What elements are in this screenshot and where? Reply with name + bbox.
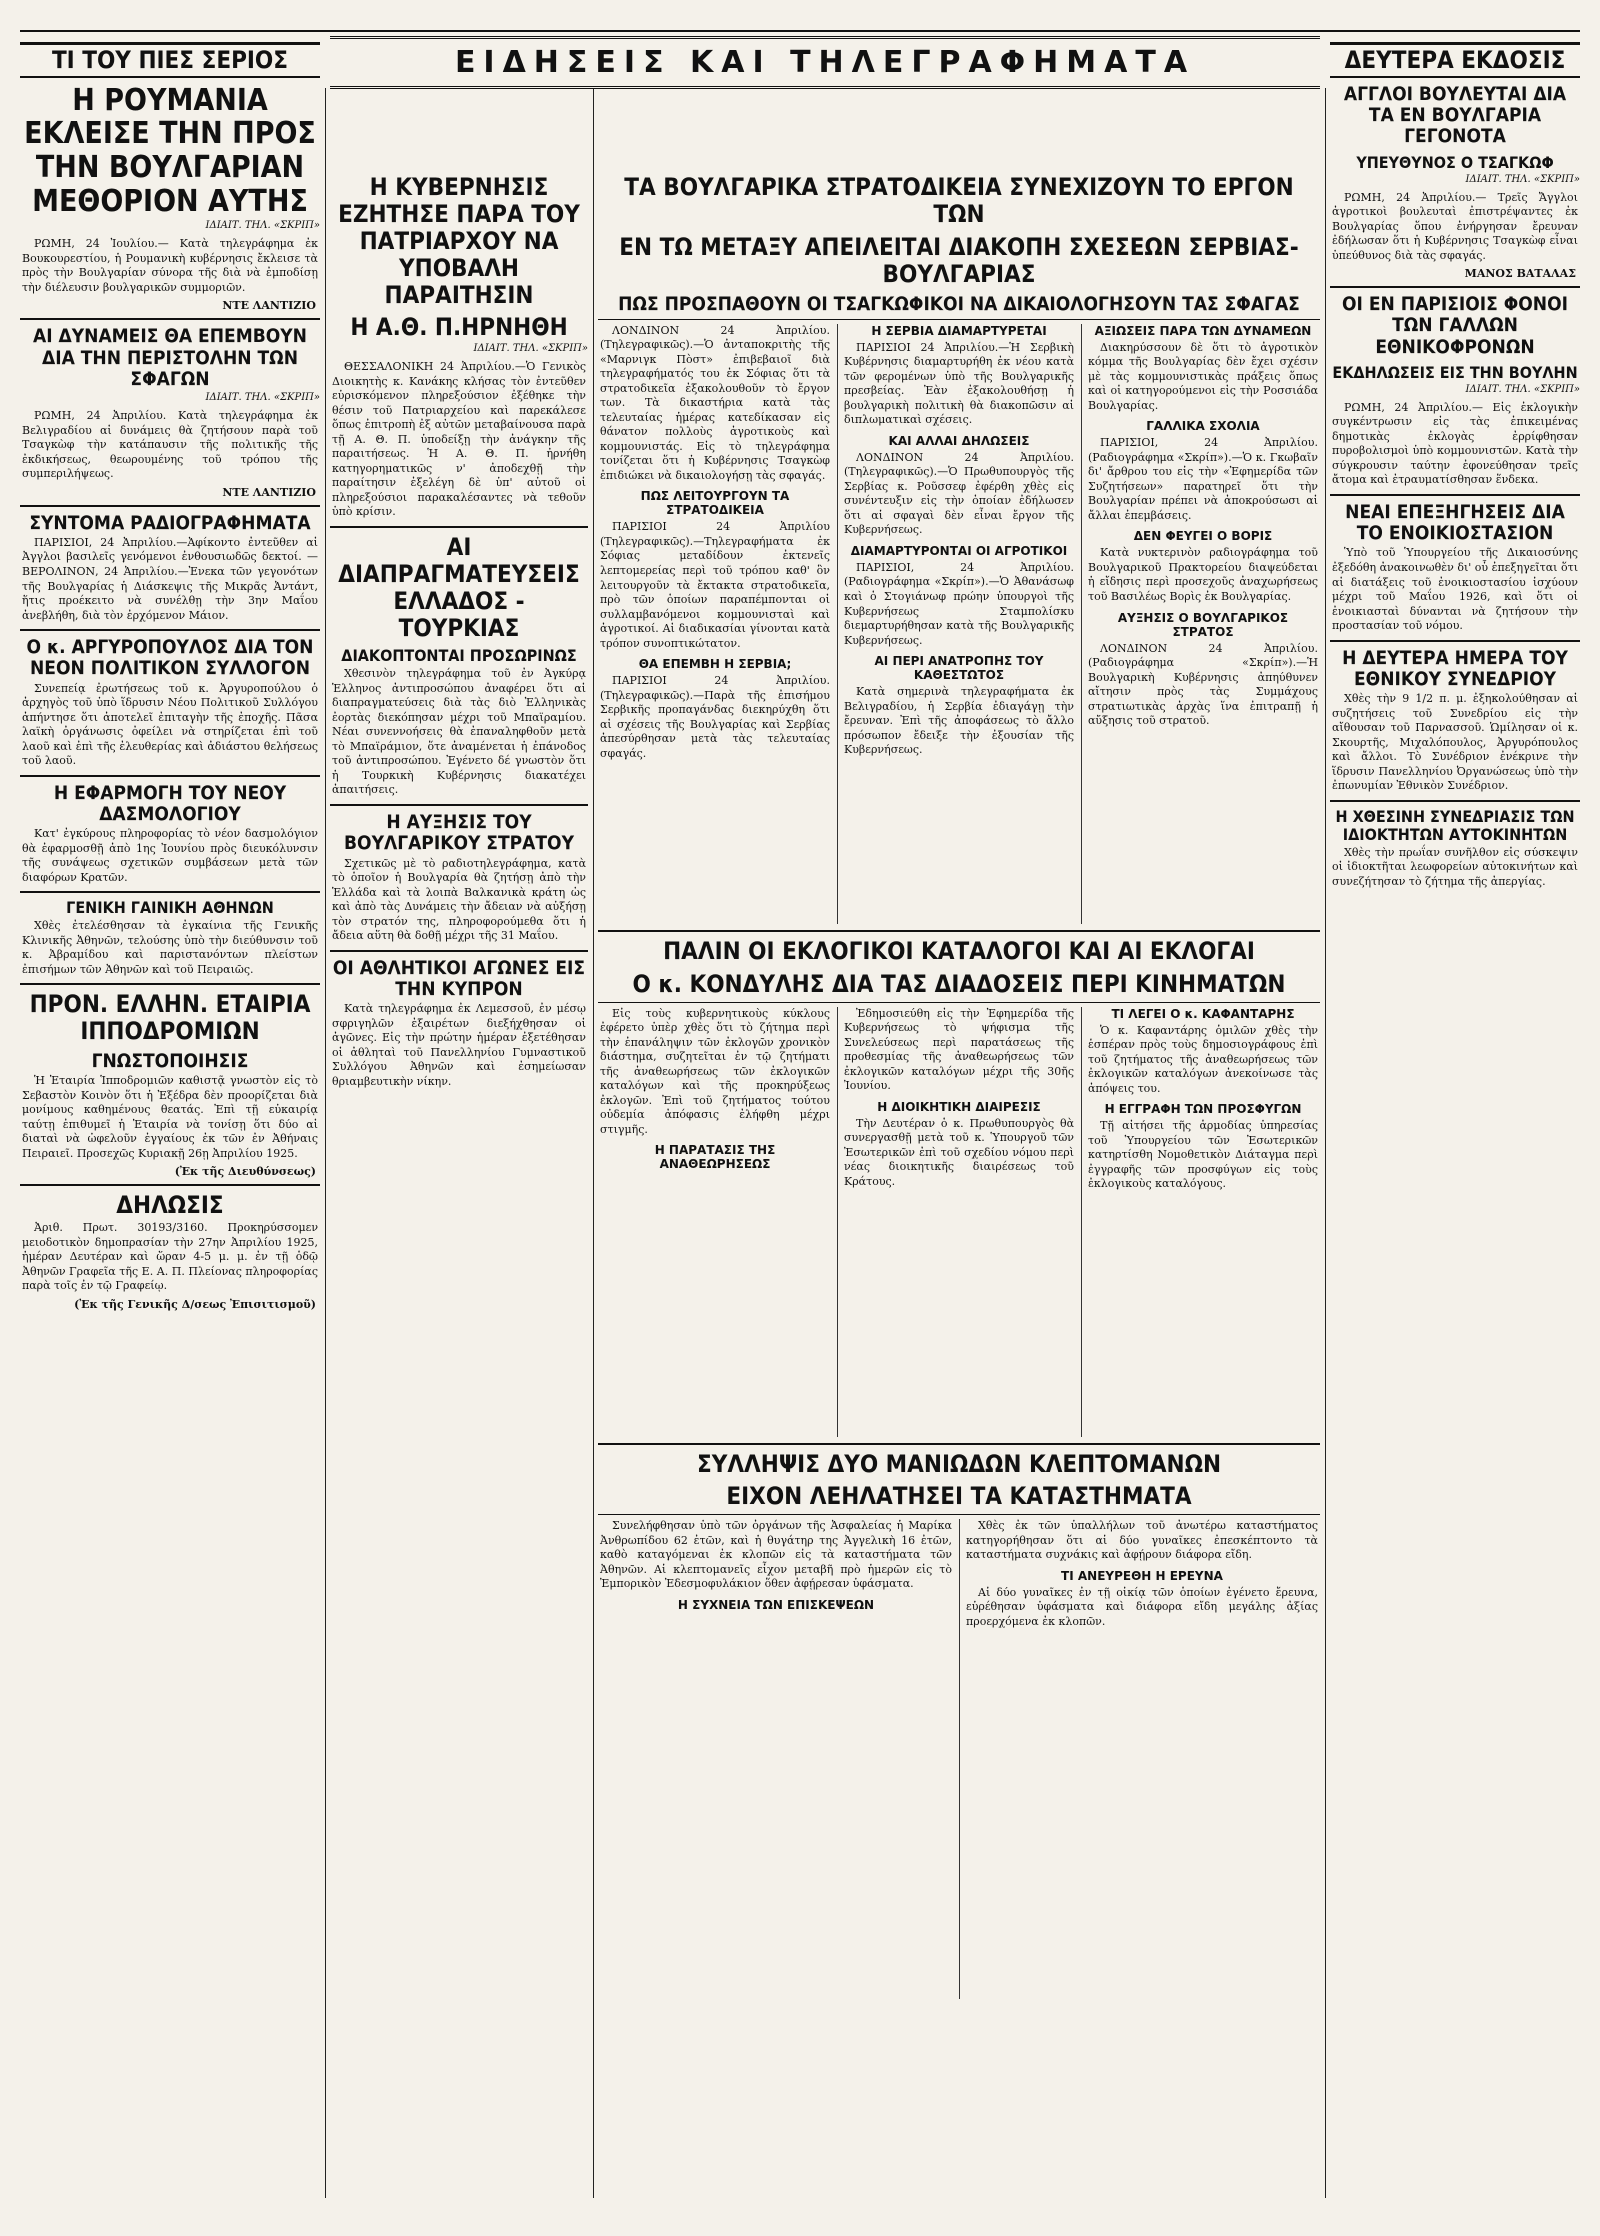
article-text: Κατὰ νυκτερινὸν ραδιογράφημα τοῦ Βουλγαρικοῦ Πρακτορείου διαψεύδεται ἡ εἴδησις περὶ προσεχοῦς ἀναχωρήσεως τοῦ Βασιλέως Βορὶς ἐκ Βουλγαρίας. xyxy=(1088,546,1318,603)
article-text: ΛΟΝΔΙΝΟΝ 24 Ἀπριλίου. (Τηλεγραφικῶς).—Ὁ ἀνταποκριτὴς τῆς «Μαρνιγκ Πὸστ» ἐπιβεβαιοῖ διὰ τηλεγραφήματός του ἐκ Σόφιας ὅτι τὰ στρατοδικεῖα ἐξακολουθοῦν τὸ ἔργον των. Τὰ δικαστήρια κατὰ τὰς τελευταίας ἡμέρας κατεδίκασαν εἰς θάνατον πολλοὺς ἀγροτικοὺς καὶ κομμουνιστάς. Εἰς τὸ τηλεγράφημα τονίζεται ὅτι ἡ Κυβέρνησις Τσαγκὼφ ἐπιδιώκει νὰ δικαιολογήσῃ τὰς σφαγάς. xyxy=(600,323,830,482)
article-text: Συνελήφθησαν ὑπὸ τῶν ὀργάνων τῆς Ἀσφαλείας ἡ Μαρίκα Ἀνθρωπίδου 62 ἐτῶν, καὶ ἡ θυγάτηρ της Ἀγγελικὴ 16 ἐτῶν, καθὸ καταγόμεναι ἐκ κλοπῶν εἰς τὰ καταστήματα τῶν Ἀθηνῶν. Αἱ κλεπτομανεῖς εἶχον μεταβῆ πρὸ ἡμερῶν εἰς τὸ Ἐμπορικὸν Ἐδεσμοφυλάκιον ὅθεν ἀφῄρεσαν ὑφάσματα. xyxy=(600,1519,952,1591)
separator xyxy=(598,319,1320,320)
section-banner: ΕΙΔΗΣΕΙΣ ΚΑΙ ΤΗΛΕΓΡΑΦΗΜΑΤΑ xyxy=(330,36,1320,89)
separator xyxy=(598,1002,1320,1003)
subheading: ΔΕΝ ΦΕΥΓΕΙ Ο ΒΟΡΙΣ xyxy=(1133,529,1273,544)
column-divider xyxy=(593,88,594,2198)
headline-kleptomaniacs: ΣΥΛΛΗΨΙΣ ΔΥΟ ΜΑΝΙΩΔΩΝ ΚΛΕΠΤΟΜΑΝΩΝ xyxy=(696,1449,1222,1478)
headline-argyropoulos: Ο κ. ΑΡΓΥΡΟΠΟΥΛΟΣ ΔΙΑ ΤΟΝ ΝΕΟΝ ΠΟΛΙΤΙΚΟΝ ΣΥΛΛΟΓΟΝ xyxy=(26,636,314,680)
article-text: ΠΑΡΙΣΙΟΙ 24 Ἀπριλίου.—Ἡ Σερβικὴ Κυβέρνησις διαμαρτυρήθη ἐκ νέου κατὰ τῶν φερομένων ὑπὸ τῆς Βουλγαρικῆς πρεσβείας. Ἐὰν ἐξακολουθήσῃ ἡ βουλγαρικὴ πολιτικὴ θὰ διακοπῶσιν αἱ διπλωματικαὶ σχέσεις. xyxy=(844,340,1074,427)
masthead-rule xyxy=(20,18,1580,32)
separator xyxy=(330,950,588,952)
article-text: ΡΩΜΗ, 24 Ἀπριλίου. Κατὰ τηλεγράφημα ἐκ Βελιγραδίου αἱ δυνάμεις θὰ ζητήσουν παρὰ τοῦ Τσαγκὼφ τὴν κατάπαυσιν τῆς πολιτικῆς τῆς ἐκδικήσεως, θεωρουμένης τοῦ τρόπου τῆς συμπεριλήψεως. xyxy=(22,409,318,481)
subheading: ΑΞΙΩΣΕΙΣ ΠΑΡΑ ΤΩΝ ΔΥΝΑΜΕΩΝ xyxy=(1094,323,1312,338)
headline-radiograms: ΣΥΝΤΟΜΑ ΡΑΔΙΟΓΡΑΦΗΜΑΤΑ xyxy=(29,511,311,534)
subheading: ΘΑ ΕΠΕΜΒΗ Η ΣΕΡΒΙΑ; xyxy=(638,657,792,672)
headline-justify: ΠΩΣ ΠΡΟΣΠΑΘΟΥΝ ΟΙ ΤΣΑΓΚΩΦΙΚΟΙ ΝΑ ΔΙΚΑΙΟΛΟΓΗΣΟΥΝ ΤΑΣ ΣΦΑΓΑΣ xyxy=(618,292,1300,315)
headline-declaration: ΔΗΛΩΣΙΣ xyxy=(116,1191,224,1220)
byline-tag: ΙΔΙΑΙΤ. ΤΗΛ. «ΣΚΡΙΠ» xyxy=(473,343,588,355)
separator xyxy=(20,505,320,507)
subheading: Η ΣΕΡΒΙΑ ΔΙΑΜΑΡΤΥΡΕΤΑΙ xyxy=(871,323,1047,338)
article-text: ΡΩΜΗ, 24 Ἀπριλίου.— Τρεῖς Ἄγγλοι ἀγροτικοὶ βουλευταὶ ἐπιστρέψαντες ἐκ Βουλγαρίας ὅπου ἐνήργησαν ἔρευναν ἐδήλωσαν ὅτι ἡ Κυβέρνησις Τσαγκὼφ εἶναι ὑπεύθυνος διὰ τὰς σφαγάς. xyxy=(1332,190,1578,262)
banner-area xyxy=(330,36,1320,96)
signature: ΝΤΕ ΛΑΝΤΙΖΙΟ xyxy=(222,299,316,313)
subheading: ΑΙ ΠΕΡΙ ΑΝΑΤΡΟΠΗΣ ΤΟΥ ΚΑΘΕΣΤΩΤΟΣ xyxy=(874,654,1044,683)
article-text: Ὑπὸ τοῦ Ὑπουργείου τῆς Δικαιοσύνης ἐξεδόθη ἀνακοινωθὲν δι' οὗ ἐπεξηγεῖται ὅτι αἱ διατάξεις τοῦ ἐνοικιοστασίου ἰσχύουν μέχρι τοῦ Μαΐου 1926, καὶ ὅτι οἱ ἐνοικιασταὶ δύνανται νὰ ζητήσουν τὴν προστασίαν τοῦ νόμου. xyxy=(1332,546,1579,633)
article-text: ΡΩΜΗ, 24 Ἀπριλίου.— Εἰς ἐκλογικὴν συγκέντρωσιν εἰς τὰς ἐπικειμένας δημοτικὰς ἐκλογὰς ἐρρίφθησαν πυροβολισμοὶ ὑπὸ κομμουνιστῶν. Κατὰ τὴν σύγκρουσιν ταύτην ἐφονεύθησαν τρεῖς ἄτομα καὶ ἐτραυματίσθησαν ἕνδεκα. xyxy=(1332,400,1578,487)
signature: (Ἐκ τῆς Διευθύνσεως) xyxy=(174,1165,316,1179)
headline-clinic: ΓΕΝΙΚΗ ΓΑΙΝΙΚΗ ΑΘΗΝΩΝ xyxy=(66,898,274,918)
subheading: ΠΩΣ ΛΕΙΤΟΥΡΓΟΥΝ ΤΑ ΣΤΡΑΤΟΔΙΚΕΙΑ xyxy=(640,489,790,518)
article-text: ΠΑΡΙΣΙΟΙ 24 Ἀπριλίου (Τηλεγραφικῶς).—Τηλεγραφήματα ἐκ Σόφιας μεταδίδουν ἐκτενεῖς λεπτομερείας περὶ τοῦ τρόπου καθ' ὃν λειτουργοῦν τὰ ἔκτακτα στρατοδικεῖα, πρὸ τῶν ὁποίων παραπέμπονται οἱ συλλαμβανόμενοι κομμουνισταὶ καὶ ἀγροτικοί. Αἱ διαδικασίαι γίνονται κατὰ τρόπον συνοπτικώτατον. xyxy=(600,520,830,650)
subheading: ΚΑΙ ΑΛΛΑΙ ΔΗΛΩΣΕΙΣ xyxy=(888,433,1030,448)
headline-stores: ΕΙΧΟΝ ΛΕΗΛΑΤΗΣΕΙ ΤΑ ΚΑΤΑΣΤΗΜΑΤΑ xyxy=(726,1482,1192,1511)
separator xyxy=(20,891,320,893)
headline-negotiations: ΑΙ ΔΙΑΠΡΑΓΜΑΤΕΥΣΕΙΣ ΕΛΛΑΔΟΣ - ΤΟΥΡΚΙΑΣ xyxy=(338,532,580,642)
headline-parliament: ΕΚΔΗΛΩΣΕΙΣ ΕΙΣ ΤΗΝ ΒΟΥΛΗΝ xyxy=(1332,362,1578,382)
article-text: Χθὲς ἐτελέσθησαν τὰ ἐγκαίνια τῆς Γενικῆς Κλινικῆς Ἀθηνῶν, τελούσης ὑπὸ τὴν διεύθυνσιν τοῦ κ. Ἀβραμίδου καὶ παριστανόντων πλείστων ἐπισήμων τῶν Ἀθηνῶν καὶ τοῦ Πειραιῶς. xyxy=(22,919,318,976)
article-text: ΛΟΝΔΙΝΟΝ 24 Ἀπριλίου. (Τηλεγραφικῶς).—Ὁ Πρωθυπουργὸς τῆς Σερβίας κ. Ροῦσσεφ ἐφέρθη χθὲς εἰς συνέντευξιν εἰς τὴν ὁποίαν ἐδήλωσεν ὅτι αἱ σφαγαὶ δὲν εἶναι ἔργον τῆς Κυβερνήσεως. xyxy=(844,450,1074,537)
headline-car-owners: Η ΧΘΕΣΙΝΗ ΣΥΝΕΔΡΙΑΣΙΣ ΤΩΝ ΙΔΙΟΚΤΗΤΩΝ ΑΥΤΟΚΙΝΗΤΩΝ xyxy=(1335,806,1575,844)
headline-announcement: ΓΝΩΣΤΟΠΟΙΗΣΙΣ xyxy=(91,1049,249,1072)
separator xyxy=(1330,494,1580,496)
column-divider xyxy=(1325,88,1326,2198)
article-text: Ὁ κ. Καφαντάρης ὁμιλῶν χθὲς τὴν ἑσπέραν πρὸς τοὺς δημοσιογράφους ἐπὶ τοῦ ζητήματος τῆς ἀναθεωρήσεως τῶν ἐκλογικῶν καταλόγων ἀνεκοίνωσε τὰς ἀπόψεις του. xyxy=(1088,1023,1318,1095)
separator xyxy=(20,318,320,320)
headline-interrupted: ΔΙΑΚΟΠΤΟΝΤΑΙ ΠΡΟΣΩΡΙΝΩΣ xyxy=(341,646,577,666)
subheading: ΤΙ ΑΝΕΥΡΕΘΗ Η ΕΡΕΥΝΑ xyxy=(1061,1568,1223,1583)
article-text: ΠΑΡΙΣΙΟΙ, 24 Ἀπριλίου. (Ραδιογράφημα «Σκρίπ»).—Ὁ κ. Γκωβαῖν δι' ἄρθρου του εἰς τὴν «Ἐφημερίδα τῶν Συζητήσεων» παρατηρεῖ ὅτι τὴν Βουλγαρίαν πρέπει νὰ ἀποκρούσωσι αἱ ἄλλαι ἐπεμβάσεις. xyxy=(1088,436,1318,522)
column-1 xyxy=(20,36,320,2198)
article-columns xyxy=(598,1007,1320,1437)
article-columns xyxy=(598,324,1320,924)
headline-relations: ΕΝ ΤΩ ΜΕΤΑΞΥ ΑΠΕΙΛΕΙΤΑΙ ΔΙΑΚΟΠΗ ΣΧΕΣΕΩΝ ΣΕΡΒΙΑΣ-ΒΟΥΛΓΑΡΙΑΣ xyxy=(619,232,1299,288)
byline-tag: ΙΔΙΑΙΤ. ΤΗΛ. «ΣΚΡΙΠ» xyxy=(205,392,320,404)
article-text: ΡΩΜΗ, 24 Ἰουλίου.— Κατὰ τηλεγράφημα ἐκ Βουκουρεστίου, ἡ Ρουμανικὴ κυβέρνησις ἔκλεισε τὰ πρὸς τὴν Βουλγαρίαν σύνορα τῆς διὰ νὰ ἐμποδίσῃ τὴν διέλευσιν βουλγαρικῶν συμμοριῶν. xyxy=(22,237,318,294)
headline-rent-control: ΝΕΑΙ ΕΠΕΞΗΓΗΣΕΙΣ ΔΙΑ ΤΟ ΕΝΟΙΚΙΟΣΤΑΣΙΟΝ xyxy=(1345,500,1565,545)
article-text: ΠΑΡΙΣΙΟΙ 24 Ἀπριλίου. (Τηλεγραφικῶς).—Παρὰ τῆς ἐπισήμου Σερβικῆς προπαγάνδας διεκηρύχθη ὅτι αἱ σχέσεις τῆς Βουλγαρίας καὶ Σερβίας ἀπεσύρθησαν μετὰ τὰς τελευταίας σφαγάς. xyxy=(600,674,830,760)
article-text: Τὴν Δευτέραν ὁ κ. Πρωθυπουργὸς θὰ συνεργασθῇ μετὰ τοῦ κ. Ὑπουργοῦ τῶν Ἐσωτερικῶν ἐπὶ τοῦ σχεδίου νόμου περὶ νέας διοικητικῆς διαιρέσεως τοῦ Κράτους. xyxy=(844,1116,1074,1188)
separator xyxy=(1330,640,1580,642)
article-text: ΘΕΣΣΑΛΟΝΙΚΗ 24 Ἀπριλίου.—Ὁ Γενικὸς Διοικητὴς κ. Κανάκης κλήσας τὸν ἐντεῦθεν εὑρισκόμενον πληρεξούσιον ἐξέθηκε τὴν θέσιν τοῦ Πατριαρχείου καὶ παρεκάλεσε ὅπως ἐπιτροπὴ ἐξ αὐτῶν μεταβαίνουσα παρὰ τῇ Α. Θ. Π. ὑποδείξῃ τὴν ἀνάγκην τῆς παραιτήσεως. Ἡ Α. Θ. Π. ἠρνήθη κατηγορηματικῶς ν' ἀποδεχθῇ τὴν παραίτησιν ἐξελέγη δὲ ὑπ' αὐτοῦ οἱ πληρεξούσιοι παρακαλέσαντες νὰ τεθοῦν ὑπὸ κρίσιν. xyxy=(332,360,586,519)
article-text: Κατὰ σημερινὰ τηλεγραφήματα ἐκ Βελιγραδίου, ἡ Σερβία ἐδιαγάγῃ τὴν ἔρευναν. Ἐπὶ τῆς ἀποφάσεως τὸ ἄλλο πρόσωπον ἔδειξε τὴν ἐξουσίαν τῆς Κυβερνήσεως. xyxy=(844,685,1074,757)
article-text: Χθὲς τὴν πρωΐαν συνῆλθον εἰς σύσκεψιν οἱ ἰδιοκτῆται λεωφορείων αὐτοκινήτων καὶ συνεζήτησαν τὸ ζήτημα τῆς ἀπεργίας. xyxy=(1332,845,1578,888)
column-4 xyxy=(1330,36,1580,2198)
article-text: Αἱ δύο γυναῖκες ἐν τῇ οἰκίᾳ τῶν ὁποίων ἐγένετο ἔρευνα, εὑρέθησαν ὑφάσματα καὶ διάφορα εἴδη μεγάλης ἀξίας προερχόμενα ἐκ κλοπῶν. xyxy=(966,1585,1318,1628)
article-text: ΠΑΡΙΣΙΟΙ, 24 Ἀπριλίου.—Ἀφίκοντο ἐντεῦθεν αἱ Ἀγγλοι βασιλεῖς γενόμενοι ἐνθουσιωδῶς δεκτοί. — ΒΕΡΟΛΙΝΟΝ, 24 Ἀπριλίου.—Ἐνεκα τῶν γεγονότων τῆς Βουλγαρίας ἡ Διάσκεψις τῆς Μικρᾶς Ἀντάντ, ἥτις προέκειτο νὰ συνέλθῃ τὴν 3ην Μαΐου ἀνεβλήθη, διὰ τὸν ἐρχόμενον Μάιον. xyxy=(22,535,318,622)
separator xyxy=(598,1443,1320,1445)
headline-tariff: Η ΕΦΑΡΜΟΓΗ ΤΟΥ ΝΕΟΥ ΔΑΣΜΟΛΟΓΙΟΥ xyxy=(53,781,287,825)
byline-tag: ΙΔΙΑΙΤ. ΤΗΛ. «ΣΚΡΙΠ» xyxy=(205,220,320,232)
headline-cyprus: ΟΙ ΑΘΛΗΤΙΚΟΙ ΑΓΩΝΕΣ ΕΙΣ ΤΗΝ ΚΥΠΡΟΝ xyxy=(332,956,586,1000)
signature: ΝΤΕ ΛΑΝΤΙΖΙΟ xyxy=(222,485,316,499)
article-text: Χθὲς ἐκ τῶν ὑπαλλήλων τοῦ ἀνωτέρω καταστήματος κατηγορήθησαν ὅτι αἱ δύο γυναῖκες ἐπεσκέπτοντο τὰ καταστήματα συχνάκις καὶ ἀφῄρουν διάφορα εἴδη. xyxy=(966,1519,1318,1562)
headline-kondylis: Ο κ. ΚΟΝΔΥΛΗΣ ΔΙΑ ΤΑΣ ΔΙΑΔΟΣΕΙΣ ΠΕΡΙ ΚΙΝΗΜΑΤΩΝ xyxy=(632,969,1286,998)
article-text: Ἐδημοσιεύθη εἰς τὴν Ἐφημερίδα τῆς Κυβερνήσεως τὸ ψήφισμα τῆς Συνελεύσεως περὶ παρατάσεως τῆς προθεσμίας τῆς ἀναθεωρήσεως τῶν ἐκλογικῶν καταλόγων μέχρι τῆς 30ῆς Ἰουνίου. xyxy=(844,1006,1074,1093)
subheading: ΑΥΞΗΣΙΣ Ο ΒΟΥΛΓΑΡΙΚΟΣ ΣΤΡΑΤΟΣ xyxy=(1117,610,1289,639)
article-text: Ἀριθ. Πρωτ. 30193/3160. Προκηρύσσομεν μειοδοτικὸν δημοπρασίαν τὴν 27ην Ἀπριλίου 1925, ἡμέραν Δευτέραν καὶ ὥραν 4-5 μ. μ. ἐν τῇ ὁδῷ Ἀθηνῶν Γραφεῖα τῆς Ε. Α. Π. Πλείονας πληροφορίας παρὰ τοῖς ἐν τῷ Γραφείῳ. xyxy=(22,1221,318,1293)
headline-responsible: ΥΠΕΥΘΥΝΟΣ Ο ΤΣΑΓΚΩΦ xyxy=(1356,152,1554,172)
headline-court-martial: ΤΑ ΒΟΥΛΓΑΡΙΚΑ ΣΤΡΑΤΟΔΙΚΕΙΑ ΣΥΝΕΧΙΖΟΥΝ ΤΟ ΕΡΓΟΝ ΤΩΝ xyxy=(624,173,1294,228)
subheading: Η ΕΓΓΡΑΦΗ ΤΩΝ ΠΡΟΣΦΥΓΩΝ xyxy=(1104,1102,1302,1117)
subheading: Η ΔΙΟΙΚΗΤΙΚΗ ΔΙΑΙΡΕΣΙΣ xyxy=(877,1099,1041,1114)
headline-army: Η ΑΥΞΗΣΙΣ ΤΟΥ ΒΟΥΛΓΑΡΙΚΟΥ ΣΤΡΑΤΟΥ xyxy=(344,810,574,855)
article-text: Σχετικῶς μὲ τὸ ραδιοτηλεγράφημα, κατὰ τὸ ὁποῖον ἡ Βουλγαρία θὰ ζητήσῃ ἀπὸ τὴν Ἑλλάδα καὶ τὰ λοιπὰ Βαλκανικὰ κράτη ὡς καὶ ἀπὸ τὰς Δυνάμεις τὴν ἄδειαν νὰ αὐξήσῃ τὸν στρατόν της, πληροφορούμεθα ὅτι ἡ ἄδεια αὕτη θὰ δοθῇ μέχρι τῆς 31 Μαΐου. xyxy=(332,856,586,943)
column-2 xyxy=(330,168,588,2198)
subheading: ΔΙΑΜΑΡΤΥΡΟΝΤΑΙ ΟΙ ΑΓΡΟΤΙΚΟΙ xyxy=(850,543,1068,558)
headline-top: ΤΙ ΤΟΥ ΠΙΕΣ ΣΕΡΙΟΣ xyxy=(20,42,320,78)
separator xyxy=(598,1514,1320,1515)
separator xyxy=(1330,800,1580,802)
headline-electoral-lists: ΠΑΛΙΝ ΟΙ ΕΚΛΟΓΙΚΟΙ ΚΑΤΑΛΟΓΟΙ ΚΑΙ ΑΙ ΕΚΛΟΓΑΙ xyxy=(663,936,1255,965)
article-text: Χθὲς τὴν 9 1/2 π. μ. ἐξηκολούθησαν αἱ συζητήσεις τοῦ Συνεδρίου εἰς τὴν αἴθουσαν τοῦ Παρνασσοῦ. Ὡμίλησαν οἱ κ. Σκουρτῆς, Μιχαλόπουλος, Ἀργυρόπουλος καὶ ἄλλοι. Τὸ Συνέδριον ἐνέκρινε τὴν ἵδρυσιν Πανελληνίου Ὀργανώσεως ὑπὸ τὴν ἐπωνυμίαν Ἐθνικὸν Συνέδριον. xyxy=(1332,692,1578,793)
article-text: Διακηρύσσουν δὲ ὅτι τὸ ἀγροτικὸν κόμμα τῆς Βουλγαρίας δὲν ἔχει σχέσιν μὲ τὰς κομμουνιστικὰς πράξεις ὅπως καὶ οἱ κατηγορούμενοι εἰς τὴν Ροσσιάδα Βουλγαρίας. xyxy=(1088,340,1318,412)
subheading: Η ΠΑΡΑΤΑΣΙΣ ΤΗΣ ΑΝΑΘΕΩΡΗΣΕΩΣ xyxy=(654,1143,776,1172)
headline-mps: ΑΓΓΛΟΙ ΒΟΥΛΕΥΤΑΙ ΔΙΑ ΤΑ ΕΝ ΒΟΥΛΓΑΡΙΑ ΓΕΓΟΝΟΤΑ xyxy=(1343,82,1567,148)
headline-patriarch: Η ΚΥΒΕΡΝΗΣΙΣ ΕΖΗΤΗΣΕ ΠΑΡΑ ΤΟΥ ΠΑΤΡΙΑΡΧΟΥ ΝΑ ΥΠΟΒΑΛΗ ΠΑΡΑΙΤΗΣΙΝ xyxy=(338,173,580,309)
headline-powers: ΑΙ ΔΥΝΑΜΕΙΣ ΘΑ ΕΠΕΜΒΟΥΝ ΔΙΑ ΤΗΝ ΠΕΡΙΣΤΟΛΗΝ ΤΩΝ ΣΦΑΓΩΝ xyxy=(33,325,307,390)
separator xyxy=(20,983,320,985)
article-text: Εἰς τοὺς κυβερνητικοὺς κύκλους ἐφέρετο ὑπὲρ χθὲς ὅτι τὸ ζήτημα περὶ τὴν ἐπανάληψιν τῶν ἐκλογῶν χρονικὸν διάστημα, συζητεῖται ἐν τῷ ζητήματι τῆς ἀναθεωρήσεως τῶν ἐκλογικῶν καταλόγων καὶ τῆς προκηρύξεως ἐκλογῶν. Ἐπὶ τοῦ ζητήματος τούτου οὐδεμία ἀπόφασις ἐλήφθη μέχρι στιγμῆς. xyxy=(600,1006,830,1136)
headline-hippodrome: ΠΡΟΝ. ΕΛΛΗΝ. ΕΤΑΙΡΙΑ ΙΠΠΟΔΡΟΜΙΩΝ xyxy=(29,990,311,1046)
signature: ΜΑΝΟΣ ΒΑΤΑΛΑΣ xyxy=(1464,267,1576,281)
article-text: Κατ' ἐγκύρους πληροφορίας τὸ νέον δασμολόγιον θὰ ἐφαρμοσθῇ ἀπὸ 1ης Ἰουνίου πρὸς διευκόλυνσιν τῆς συνάψεως σχετικῶν συμβάσεων μετὰ τῶν διαφόρων Κρατῶν. xyxy=(22,827,318,884)
separator xyxy=(20,1184,320,1186)
article-columns xyxy=(598,1519,1320,1999)
subheading: ΤΙ ΛΕΓΕΙ Ο κ. ΚΑΦΑΝΤΑΡΗΣ xyxy=(1111,1006,1295,1021)
signature: (Ἐκ τῆς Γενικῆς Δ/σεως Ἐπισιτισμοῦ) xyxy=(74,1297,316,1311)
article-text: ΛΟΝΔΙΝΟΝ 24 Ἀπριλίου. (Ραδιογράφημα «Σκρίπ»).—Ἡ Βουλγαρικὴ Κυβέρνησις ἀπηύθυνεν αἴτησιν πρὸς τὰς Συμμάχους στρατιωτικὰς ἀρχὰς ἵνα ἐπιτραπῇ ἡ αὔξησις τοῦ στρατοῦ. xyxy=(1088,641,1318,728)
headline-second-edition: ΔΕΥΤΕΡΑ ΕΚΔΟΣΙΣ xyxy=(1330,42,1580,78)
article-text: Τῇ αἰτήσει τῆς ἁρμοδίας ὑπηρεσίας τοῦ Ὑπουργείου τῶν Ἐσωτερικῶν κατηρτίσθη Νομοθετικὸν Διάταγμα περὶ ἐγγραφῆς τῶν προσφύγων εἰς τοὺς ἐκλογικοὺς καταλόγους. xyxy=(1088,1119,1318,1191)
article-text: Συνεπείᾳ ἐρωτήσεως τοῦ κ. Ἀργυροπούλου ὁ ἀρχηγὸς τοῦ ὑπὸ ἵδρυσιν Νέου Πολιτικοῦ Συλλόγου ἀπήντησε ὅτι ἀποτελεῖ ἐπιταγὴν τῆς ἐποχῆς. Πᾶσα λαϊκὴ ὀργάνωσις ὀφείλει νὰ στηρίζεται ἐπὶ τοῦ λαοῦ καὶ ἐπὶ τῆς ἐλευθερίας καὶ ἀδιάστου θελήσεως τοῦ λαοῦ. xyxy=(22,681,318,768)
separator xyxy=(330,804,588,806)
headline-congress: Η ΔΕΥΤΕΡΑ ΗΜΕΡΑ ΤΟΥ ΕΘΝΙΚΟΥ ΣΥΝΕΔΡΙΟΥ xyxy=(1342,646,1568,690)
byline-tag: ΙΔΙΑΙΤ. ΤΗΛ. «ΣΚΡΙΠ» xyxy=(1465,173,1580,185)
column-divider xyxy=(325,88,326,2198)
subheading: ΓΑΛΛΙΚΑ ΣΧΟΛΙΑ xyxy=(1146,419,1260,434)
byline-tag: ΙΔΙΑΙΤ. ΤΗΛ. «ΣΚΡΙΠ» xyxy=(1465,383,1580,395)
separator xyxy=(20,775,320,777)
headline-romania: Η ΡΟΥΜΑΝΙΑ ΕΚΛΕΙΣΕ ΤΗΝ ΠΡΟΣ ΤΗΝ ΒΟΥΛΓΑΡΙΑΝ ΜΕΘΟΡΙΟΝ ΑΥΤΗΣ xyxy=(24,82,316,219)
separator xyxy=(330,526,588,528)
separator xyxy=(598,930,1320,932)
separator xyxy=(1330,286,1580,288)
article-text: ΠΑΡΙΣΙΟΙ, 24 Ἀπριλίου. (Ραδιογράφημα «Σκρίπ»).—Ὁ Ἀθανάσωφ καὶ ὁ Στογιάνωφ πρώην ὑπουργοὶ τῆς Κυβερνήσεως Σταμπολίσκυ διεμαρτυρήθησαν κατὰ τῆς Βουλγαρικῆς Κυβερνήσεως. xyxy=(844,560,1074,647)
separator xyxy=(20,629,320,631)
column-3 xyxy=(598,168,1320,2198)
article-text: Κατὰ τηλεγράφημα ἐκ Λεμεσσοῦ, ἐν μέσῳ σφριγηλῶν ἐξαιρέτων διεξήχθησαν οἱ ἀγῶνες. Εἰς τὴν πρώτην ἡμέραν ἐξετέθησαν οἱ ἀθληταὶ τοῦ Πανελληνίου Γυμναστικοῦ Συλλόγου Ἀθηνῶν καὶ ἐσημείωσαν θριαμβευτικὴν νίκην. xyxy=(332,1002,586,1088)
headline-refused: Η Α.Θ. Π.ΗΡΝΗΘΗ xyxy=(350,313,568,342)
article-text: Χθεσινὸν τηλεγράφημα τοῦ ἐν Ἀγκύρᾳ Ἑλληνος ἀντιπροσώπου ἀναφέρει ὅτι αἱ διαπραγματεύσεις διὰ τὰς διὸ Ἑλληνικὰς ἐορτὰς διεκόπησαν μέχρι τοῦ Μπαϊραμίου. Νέαι συνεννοήσεις θὰ ἐπαναληφθοῦν μετὰ τὸ Μπαϊράμιον, ὅτε ἀναμένεται ἡ ἐπάνοδος τοῦ ἀντιπροσώπου. Ἐγένετο δέ γνωστὸν ὅτι ἡ Τουρκικὴ Κυβέρνησις διακατέχει ἀπαιτήσεις. xyxy=(332,667,586,797)
article-text: Ἡ Ἑταιρία Ἱπποδρομιῶν καθιστᾷ γνωστὸν εἰς τὸ Σεβαστὸν Κοινὸν ὅτι ἡ Ἐξέδρα δὲν προορίζεται διὰ μονίμους καθημένους θεατάς. Ἐπὶ τῇ εὐκαιρίᾳ ταύτῃ ἐπιθυμεῖ ἡ Ἑταιρία νὰ τονίσῃ ὅτι δύο αἱ διαταὶ νὰ ὠφελοῦν ἐγγαίους ἐκ τῶν ἐν Ἀθήναις Πειραιεῖ. Προσεχῶς Κυριακῇ 26ῃ Ἀπριλίου 1925. xyxy=(22,1074,318,1160)
subheading: Η ΣΥΧΝΕΙΑ ΤΩΝ ΕΠΙΣΚΕΨΕΩΝ xyxy=(677,1597,875,1612)
headline-paris-murders: ΟΙ ΕΝ ΠΑΡΙΣΙΟΙΣ ΦΟΝΟΙ ΤΩΝ ΓΑΛΛΩΝ ΕΘΝΙΚΟΦΡΟΝΩΝ xyxy=(1342,293,1568,358)
